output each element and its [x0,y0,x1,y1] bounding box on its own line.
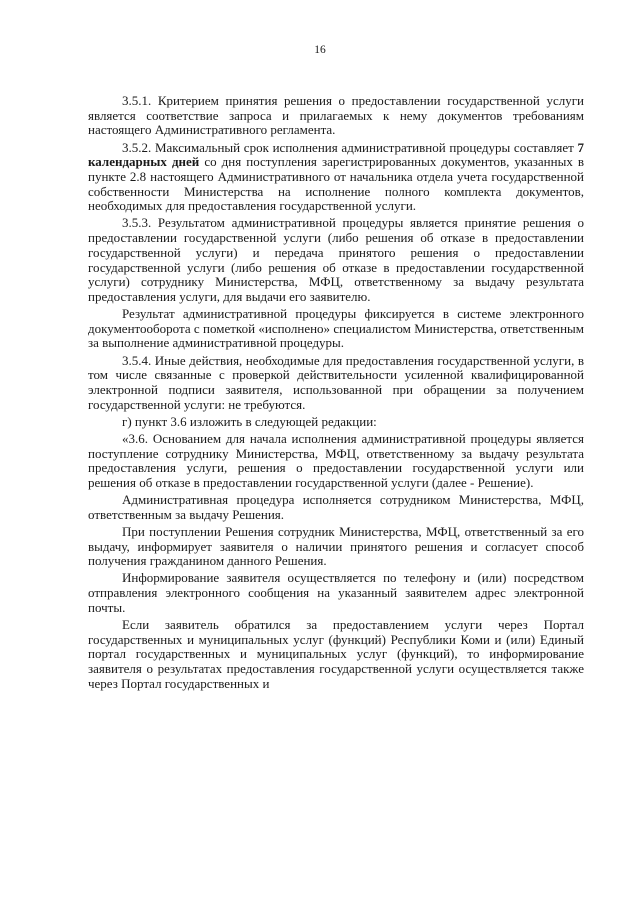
paragraph-bold-text: 7 календарных дней [88,139,584,170]
paragraph [88,141,584,215]
paragraph: При поступлении Решения сотрудник Министерства, МФЦ, ответственный за его выдачу, информирует заявителя о наличии принятого решения и согласует способ получения гражданином данного Решения. [88,523,584,569]
paragraph: «3.6. Основанием для начала исполнения административной процедуры является поступление сотруднику Министерства, МФЦ, ответственному за выдачу результата предоставления услуги, решения о предоставлении государственной услуги или решения об отказе в предоставлении государственной услуги (далее - Решение). [88,430,584,490]
paragraph: Информирование заявителя осуществляется по телефону и (или) посредством отправления электронного сообщения на указанный заявителем адрес электронной почты. [88,570,584,615]
paragraph: 3.5.3. Результатом административной процедуры является принятие решения о предоставлении государственной услуги (либо решения об отказе в предоставлении государственной услуги) и передача принятого решения о предоставлении государственной услуги (либо решения об отказе в предоставлении государственной услуги) сотруднику Министерства, МФЦ, ответственному за выдачу результата предоставления услуги, для выдачи его заявителю. [88,215,584,304]
page-number: 16 [314,44,326,56]
paragraph: 3.5.4. Иные действия, необходимые для предоставления государственной услуги, в том числе связанные с проверкой действительности усиленной квалифицированной электронной подписи заявителя, использованной при обращении за получением государственной услуги: не требуются. [88,352,584,412]
paragraph: Административная процедура исполняется сотрудником Министерства, МФЦ, ответственным за выдачу Решения. [88,492,584,522]
document-body [88,94,584,694]
paragraph: г) пункт 3.6 изложить в следующей редакции: [122,413,377,429]
paragraph: 3.5.1. Критерием принятия решения о предоставлении государственной услуги является соответствие запроса и прилагаемых к нему документов требованиям настоящего Административного регламента. [88,93,584,138]
paragraph: Результат административной процедуры фиксируется в системе электронного документооборота с пометкой «исполнено» специалистом Министерства, ответственным за выполнение административной процедуры. [88,306,584,351]
paragraph: Если заявитель обратился за предоставлением услуги через Портал государственных и муниципальных услуг (функций) Республики Коми и (или) Единый портал государственных и муниципальных услуг (функций), то информирование заявителя о результатах предоставления государственной услуги осуществляется также через Портал государственных и [88,616,584,691]
paragraph-text: 3.5.2. Максимальный срок исполнения административной процедуры составляет [122,139,578,155]
paragraph-text: со дня поступления зарегистрированных документов, указанных в пункте 2.8 настоящего Административного от начальника отдела учета государственной собственности Министерства на исполнение полного комплекта документов, необходимых для предоставления государственной услуги. [88,154,584,214]
